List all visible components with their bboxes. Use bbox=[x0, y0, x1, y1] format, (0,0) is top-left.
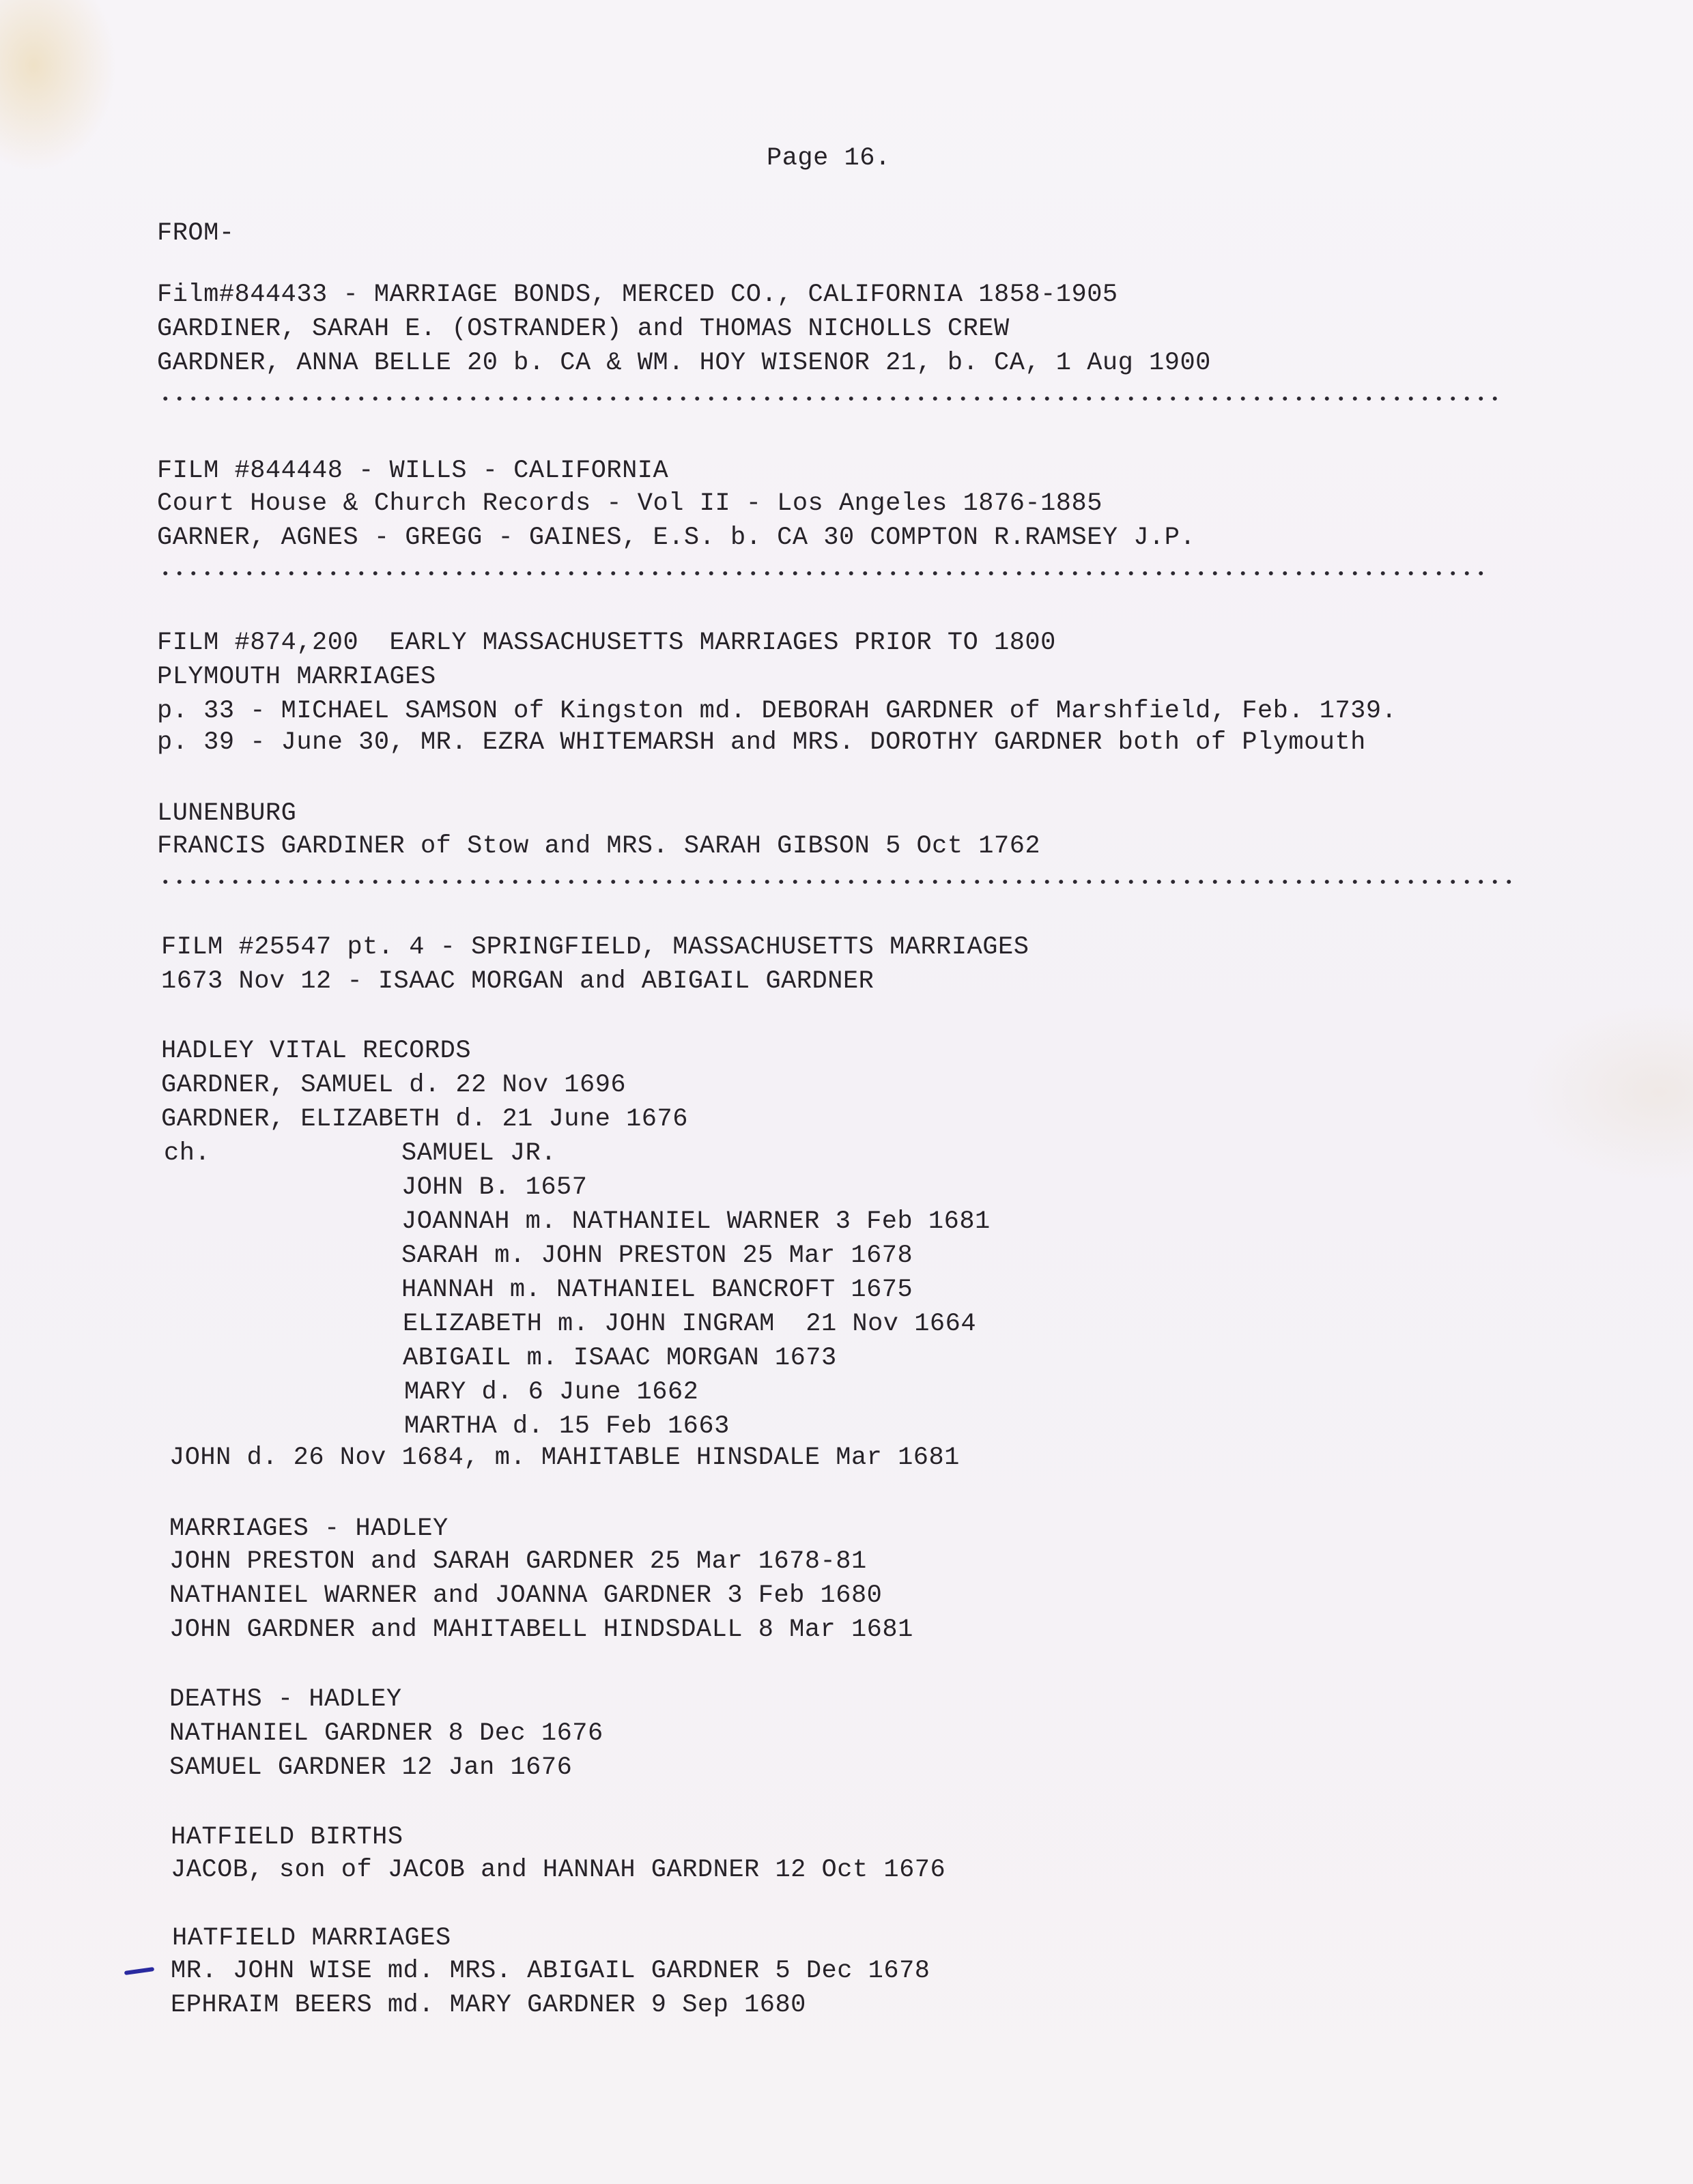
child-entry: JOHN B. 1657 bbox=[401, 1173, 588, 1202]
film3-title: FILM #874,200 EARLY MASSACHUSETTS MARRIAGES PRIOR TO 1800 bbox=[157, 629, 1056, 657]
hatfield-marriage-entry: EPHRAIM BEERS md. MARY GARDNER 9 Sep 1680 bbox=[171, 1991, 806, 2020]
john-entry: JOHN d. 26 Nov 1684, m. MAHITABLE HINSDALE Mar 1681 bbox=[169, 1443, 960, 1472]
dotted-divider bbox=[158, 879, 1517, 885]
hadley-parent: GARDNER, ELIZABETH d. 21 June 1676 bbox=[161, 1105, 688, 1134]
deaths-hadley-title: DEATHS - HADLEY bbox=[169, 1685, 402, 1714]
film3-line: p. 39 - June 30, MR. EZRA WHITEMARSH and MRS. DOROTHY GARDNER both of Plymouth bbox=[157, 728, 1366, 757]
film2-line: Court House & Church Records - Vol II - Los Angeles 1876-1885 bbox=[157, 489, 1102, 518]
film1-line: GARDNER, ANNA BELLE 20 b. CA & WM. HOY WISENOR 21, b. CA, 1 Aug 1900 bbox=[157, 349, 1211, 377]
hadley-parent: GARDNER, SAMUEL d. 22 Nov 1696 bbox=[161, 1071, 627, 1100]
from-label: FROM- bbox=[157, 219, 235, 248]
lunenburg-line: FRANCIS GARDINER of Stow and MRS. SARAH GIBSON 5 Oct 1762 bbox=[157, 832, 1041, 861]
film4-title: FILM #25547 pt. 4 - SPRINGFIELD, MASSACHUSETTS MARRIAGES bbox=[161, 933, 1029, 962]
marriage-entry: NATHANIEL WARNER and JOANNA GARDNER 3 Feb 1680 bbox=[169, 1581, 883, 1610]
hadley-vital-title: HADLEY VITAL RECORDS bbox=[161, 1037, 472, 1065]
child-entry: ELIZABETH m. JOHN INGRAM 21 Nov 1664 bbox=[403, 1310, 977, 1338]
marriages-hadley-title: MARRIAGES - HADLEY bbox=[169, 1514, 449, 1543]
film2-line: GARNER, AGNES - GREGG - GAINES, E.S. b. CA 30 COMPTON R.RAMSEY J.P. bbox=[157, 523, 1196, 552]
film3-line: p. 33 - MICHAEL SAMSON of Kingston md. DEBORAH GARDNER of Marshfield, Feb. 1739. bbox=[157, 697, 1397, 725]
film3-subtitle: PLYMOUTH MARRIAGES bbox=[157, 663, 436, 691]
child-entry: ABIGAIL m. ISAAC MORGAN 1673 bbox=[403, 1344, 837, 1373]
death-entry: SAMUEL GARDNER 12 Jan 1676 bbox=[169, 1753, 573, 1782]
hatfield-birth-entry: JACOB, son of JACOB and HANNAH GARDNER 12 Oct 1676 bbox=[171, 1856, 946, 1884]
marriage-entry: JOHN GARDNER and MAHITABELL HINDSDALL 8 Mar 1681 bbox=[169, 1615, 913, 1644]
marriage-entry: JOHN PRESTON and SARAH GARDNER 25 Mar 1678-81 bbox=[169, 1547, 867, 1576]
child-entry: HANNAH m. NATHANIEL BANCROFT 1675 bbox=[401, 1276, 913, 1304]
page-number: Page 16. bbox=[767, 144, 891, 173]
film1-line: GARDINER, SARAH E. (OSTRANDER) and THOMAS NICHOLLS CREW bbox=[157, 315, 1010, 343]
film4-line: 1673 Nov 12 - ISAAC MORGAN and ABIGAIL GARDNER bbox=[161, 967, 874, 996]
hatfield-births-title: HATFIELD BIRTHS bbox=[171, 1823, 403, 1852]
child-entry: JOANNAH m. NATHANIEL WARNER 3 Feb 1681 bbox=[401, 1207, 991, 1236]
dotted-divider bbox=[158, 571, 1486, 576]
hatfield-marriage-entry: MR. JOHN WISE md. MRS. ABIGAIL GARDNER 5 Dec 1678 bbox=[171, 1957, 930, 1985]
pen-check-mark bbox=[124, 1967, 154, 1975]
death-entry: NATHANIEL GARDNER 8 Dec 1676 bbox=[169, 1719, 603, 1748]
dotted-divider bbox=[158, 396, 1500, 401]
child-entry: MARY d. 6 June 1662 bbox=[404, 1378, 699, 1407]
child-entry: SAMUEL JR. bbox=[401, 1139, 557, 1168]
child-entry: SARAH m. JOHN PRESTON 25 Mar 1678 bbox=[401, 1241, 913, 1270]
film1-title: Film#844433 - MARRIAGE BONDS, MERCED CO., CALIFORNIA 1858-1905 bbox=[157, 281, 1118, 309]
children-label: ch. bbox=[164, 1139, 211, 1168]
child-entry: MARTHA d. 15 Feb 1663 bbox=[404, 1412, 730, 1441]
film2-title: FILM #844448 - WILLS - CALIFORNIA bbox=[157, 457, 669, 485]
lunenburg-title: LUNENBURG bbox=[157, 799, 297, 828]
hatfield-marriages-title: HATFIELD MARRIAGES bbox=[172, 1924, 451, 1953]
